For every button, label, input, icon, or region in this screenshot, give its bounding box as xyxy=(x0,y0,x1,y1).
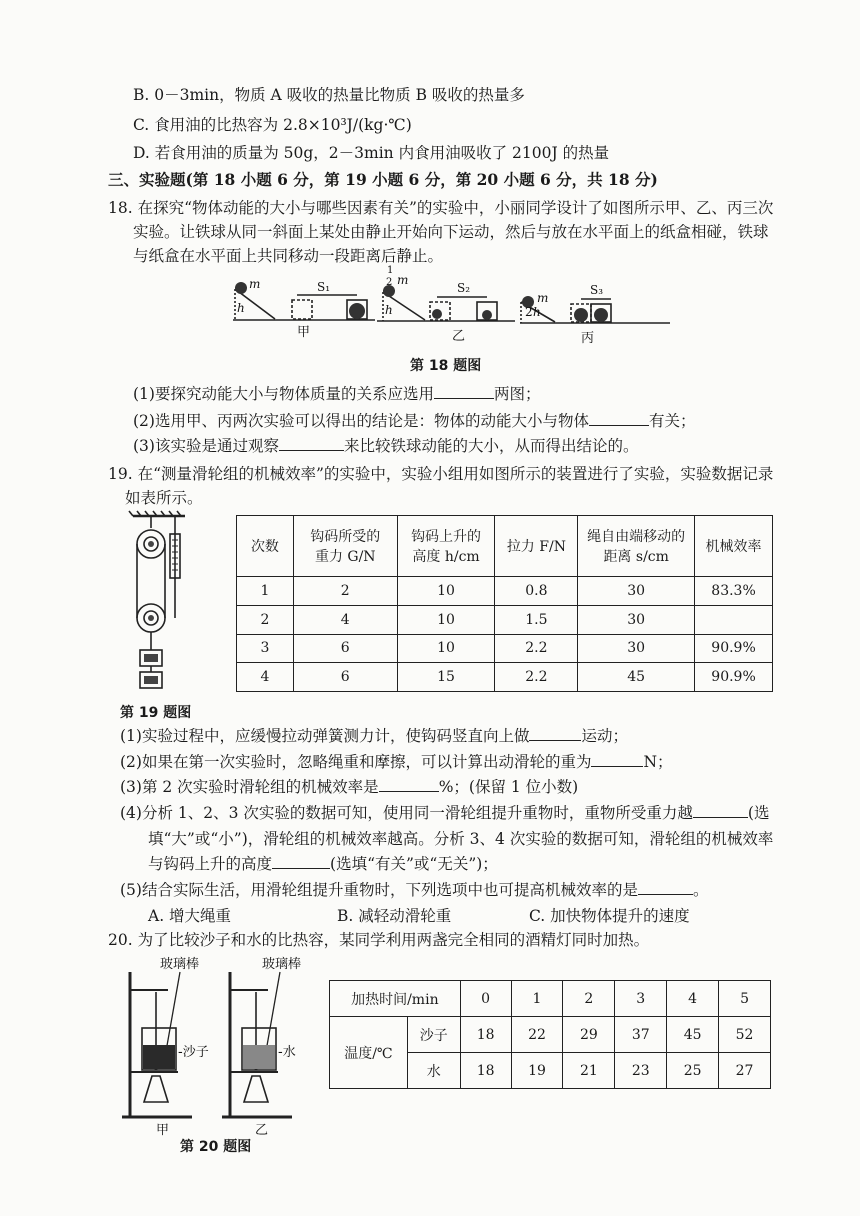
q19-header-height: 钩码上升的 高度 h/cm xyxy=(397,516,495,577)
table-cell: 6 xyxy=(293,663,397,692)
q19-data-table xyxy=(236,515,773,692)
q20-data-table xyxy=(329,980,771,1089)
label-jia: 甲 xyxy=(156,1123,170,1138)
q19-part-4-text: (4)分析 1、2、3 次实验的数据可知，使用同一滑轮组提升重物时，重物所受重力越 xyxy=(120,804,693,822)
q20-figure-caption: 第 20 题图 xyxy=(180,1139,252,1155)
q17-option-d: D. 若食用油的质量为 50g，2－3min 内食用油吸收了 2100J 的热量 xyxy=(133,144,610,162)
table-cell: 90.9% xyxy=(695,634,773,663)
q19-part-1 xyxy=(120,726,628,746)
table-cell-answer-blank[interactable] xyxy=(695,605,773,634)
q19-header-trial: 次数 xyxy=(237,516,294,577)
table-cell: 23 xyxy=(615,1053,667,1089)
q18-stem-line-3: 与纸盒在水平面上共同移动一段距离后静止。 xyxy=(133,247,444,265)
q19-part-5 xyxy=(120,880,708,900)
label-sand: -沙子 xyxy=(178,1045,209,1060)
q19-stem-line-2: 如表所示。 xyxy=(125,489,203,507)
q19-option-c: C. 加快物体提升的速度 xyxy=(529,907,690,925)
label-h-jia: h xyxy=(237,301,245,315)
table-row xyxy=(237,605,773,634)
q18-part-1 xyxy=(133,384,540,404)
q20-temp-label: 温度/℃ xyxy=(330,1017,408,1089)
table-cell: 6 xyxy=(293,634,397,663)
table-cell: 21 xyxy=(563,1053,615,1089)
q20-figure xyxy=(120,952,330,1137)
q20-stem: 20. 为了比较沙子和水的比热容，某同学利用两盏完全相同的酒精灯同时加热。 xyxy=(108,931,650,949)
q19-part-4-tail-2: (选填“有关”或“无关”)； xyxy=(330,855,498,873)
table-cell: 0.8 xyxy=(495,577,578,606)
q19-part-3-text: (3)第 2 次实验时滑轮组的机械效率是 xyxy=(120,778,379,796)
iron-ball-yi-final xyxy=(482,310,492,320)
q19-part-5-tail: 。 xyxy=(692,881,709,899)
q20-sand-row xyxy=(330,1017,771,1053)
q19-part-1-text: (1)实验过程中，应缓慢拉动弹簧测力计，使钩码竖直向上做 xyxy=(120,727,530,745)
q19-part-4 xyxy=(120,803,769,823)
table-cell: 18 xyxy=(460,1053,511,1089)
q19-answer-blank-3[interactable] xyxy=(379,777,439,792)
hook-weight-1-face xyxy=(144,654,158,662)
table-cell: 10 xyxy=(397,634,495,663)
q18-part-1-text: (1)要探究动能大小与物体质量的关系应选用 xyxy=(133,385,434,403)
q19-header-efficiency: 机械效率 xyxy=(695,516,773,577)
q19-part-1-tail: 运动； xyxy=(581,727,628,745)
table-cell: 2 xyxy=(563,981,615,1017)
table-cell: 5 xyxy=(719,981,771,1017)
fixed-pulley-axle xyxy=(148,541,154,547)
label-m-yi: m xyxy=(397,273,409,287)
table-cell: 83.3% xyxy=(695,577,773,606)
q18-answer-blank-2[interactable] xyxy=(589,411,649,426)
label-m-bing: m xyxy=(537,291,549,305)
q19-figure-caption: 第 19 题图 xyxy=(120,705,192,721)
q17-option-c: C. 食用油的比热容为 2.8×10³J/(kg·℃) xyxy=(133,116,412,134)
iron-ball-yi-end xyxy=(432,309,442,319)
table-cell: 2 xyxy=(237,605,294,634)
alcohol-lamp-yi xyxy=(244,1076,268,1102)
table-cell: 0 xyxy=(460,981,511,1017)
q19-part-3-tail: %；(保留 1 位小数) xyxy=(438,778,579,796)
label-water: -水 xyxy=(278,1045,296,1060)
q19-option-a: A. 增大绳重 xyxy=(148,907,232,925)
q19-part-2-tail: N； xyxy=(643,753,673,771)
q20-water-label: 水 xyxy=(407,1053,460,1089)
q20-time-row xyxy=(330,981,771,1017)
table-cell: 30 xyxy=(578,577,695,606)
label-glass-rod-1: 玻璃棒 xyxy=(160,957,200,972)
q18-part-2 xyxy=(133,411,695,431)
q19-pulley-figure xyxy=(123,510,198,695)
q19-answer-blank-1[interactable] xyxy=(529,726,581,741)
table-cell: 3 xyxy=(615,981,667,1017)
label-s3: S₃ xyxy=(590,283,604,297)
table-cell: 18 xyxy=(460,1017,511,1053)
table-row xyxy=(237,663,773,692)
q19-part-3 xyxy=(120,777,578,797)
q19-table-header xyxy=(237,516,773,577)
label-yi: 乙 xyxy=(255,1123,269,1138)
label-yi: 乙 xyxy=(452,329,466,344)
table-cell: 25 xyxy=(667,1053,719,1089)
iron-ball-jia-start xyxy=(235,282,247,294)
q19-option-b: B. 减轻动滑轮重 xyxy=(337,907,452,925)
section-3-heading: 三、实验题(第 18 小题 6 分，第 19 小题 6 分，第 20 小题 6 分，共 18 分) xyxy=(108,170,658,189)
label-s1: S₁ xyxy=(317,280,331,294)
label-glass-rod-2: 玻璃棒 xyxy=(262,957,302,972)
label-bing: 丙 xyxy=(581,331,595,346)
q19-stem-line-1: 19. 在“测量滑轮组的机械效率”的实验中，实验小组用如图所示的装置进行了实验，实验数据记录 xyxy=(108,465,774,483)
q19-part-2-text: (2)如果在第一次实验时，忽略绳重和摩擦，可以计算出动滑轮的重为 xyxy=(120,753,592,771)
q19-answer-blank-2[interactable] xyxy=(591,752,643,767)
label-half-den: 2 xyxy=(386,277,393,288)
table-cell: 45 xyxy=(667,1017,719,1053)
q17-option-b: B. 0－3min，物质 A 吸收的热量比物质 B 吸收的热量多 xyxy=(133,86,525,104)
q18-part-2-text: (2)选用甲、丙两次实验可以得出的结论是：物体的动能大小与物体 xyxy=(133,412,589,430)
movable-pulley-axle xyxy=(148,615,154,621)
table-row xyxy=(237,577,773,606)
q19-part-5-text: (5)结合实际生活，用滑轮组提升重物时，下列选项中也可提高机械效率的是 xyxy=(120,881,638,899)
table-cell: 27 xyxy=(719,1053,771,1089)
q19-part-4-tail: (选 xyxy=(747,804,770,822)
table-cell: 22 xyxy=(511,1017,563,1053)
q19-part-4-text-2: 与钩码上升的高度 xyxy=(148,855,273,873)
table-cell: 15 xyxy=(397,663,495,692)
q18-part-3-text: (3)该实验是通过观察 xyxy=(133,437,279,455)
label-2-bing: 2 xyxy=(525,305,533,319)
table-cell: 1 xyxy=(237,577,294,606)
q18-part-1-tail: 两图； xyxy=(493,385,541,403)
table-cell: 3 xyxy=(237,634,294,663)
q19-part-2 xyxy=(120,752,673,772)
q18-answer-blank-3[interactable] xyxy=(279,436,344,451)
table-cell: 19 xyxy=(511,1053,563,1089)
q19-header-distance: 绳自由端移动的 距离 s/cm xyxy=(578,516,695,577)
table-cell: 4 xyxy=(237,663,294,692)
q18-part-3 xyxy=(133,436,638,456)
iron-ball-bing-end xyxy=(574,308,588,322)
label-h-yi: h xyxy=(385,303,393,317)
hook-weight-2-face xyxy=(144,676,158,684)
table-cell: 4 xyxy=(667,981,719,1017)
table-cell: 1 xyxy=(511,981,563,1017)
q18-answer-blank-1[interactable] xyxy=(434,384,494,399)
q19-answer-blank-5[interactable] xyxy=(272,854,330,869)
table-cell: 1.5 xyxy=(495,605,578,634)
label-s2: S₂ xyxy=(457,281,471,295)
table-cell: 10 xyxy=(397,605,495,634)
q20-sand-label: 沙子 xyxy=(407,1017,460,1053)
label-m-jia: m xyxy=(249,277,261,291)
q18-stem-line-1: 18. 在探究“物体动能的大小与哪些因素有关”的实验中，小丽同学设计了如图所示甲、乙、丙三次 xyxy=(108,199,774,217)
table-cell: 30 xyxy=(578,605,695,634)
q18-figure xyxy=(225,262,675,352)
table-cell: 30 xyxy=(578,634,695,663)
q18-part-3-tail: 来比较铁球动能的大小，从而得出结论的。 xyxy=(343,437,639,455)
table-cell: 4 xyxy=(293,605,397,634)
table-cell: 2.2 xyxy=(495,634,578,663)
q19-part-4-line-2: 填“大”或“小”)，滑轮组的机械效率越高。分析 3、4 次实验的数据可知，滑轮组的机械效率 xyxy=(148,830,774,848)
q19-answer-blank-6[interactable] xyxy=(638,880,693,895)
table-cell: 45 xyxy=(578,663,695,692)
iron-ball-bing-final xyxy=(594,308,608,322)
table-cell: 37 xyxy=(615,1017,667,1053)
table-row xyxy=(237,634,773,663)
sand-fill xyxy=(143,1045,175,1069)
table-cell: 2 xyxy=(293,577,397,606)
q18-stem-line-2: 实验。让铁球从同一斜面上某处由静止开始向下运动，然后与放在水平面上的纸盒相碰，铁球 xyxy=(133,223,769,241)
table-cell: 2.2 xyxy=(495,663,578,692)
label-jia: 甲 xyxy=(297,325,311,340)
table-cell: 29 xyxy=(563,1017,615,1053)
q18-figure-caption: 第 18 题图 xyxy=(410,358,482,374)
q20-time-label: 加热时间/min xyxy=(330,981,461,1017)
iron-ball-jia-end xyxy=(349,303,365,319)
alcohol-lamp-jia xyxy=(144,1076,168,1102)
q19-part-4-line-3 xyxy=(148,854,498,874)
q19-answer-blank-4[interactable] xyxy=(693,803,748,818)
label-h-bing: h xyxy=(533,305,541,319)
q19-header-force: 拉力 F/N xyxy=(495,516,578,577)
table-cell: 52 xyxy=(719,1017,771,1053)
q18-part-2-tail: 有关； xyxy=(648,412,696,430)
table-cell: 90.9% xyxy=(695,663,773,692)
q19-header-weight: 钩码所受的 重力 G/N xyxy=(293,516,397,577)
box-start-jia xyxy=(292,300,312,319)
table-cell: 10 xyxy=(397,577,495,606)
water-fill xyxy=(243,1045,275,1069)
label-half-num: 1 xyxy=(387,265,394,276)
